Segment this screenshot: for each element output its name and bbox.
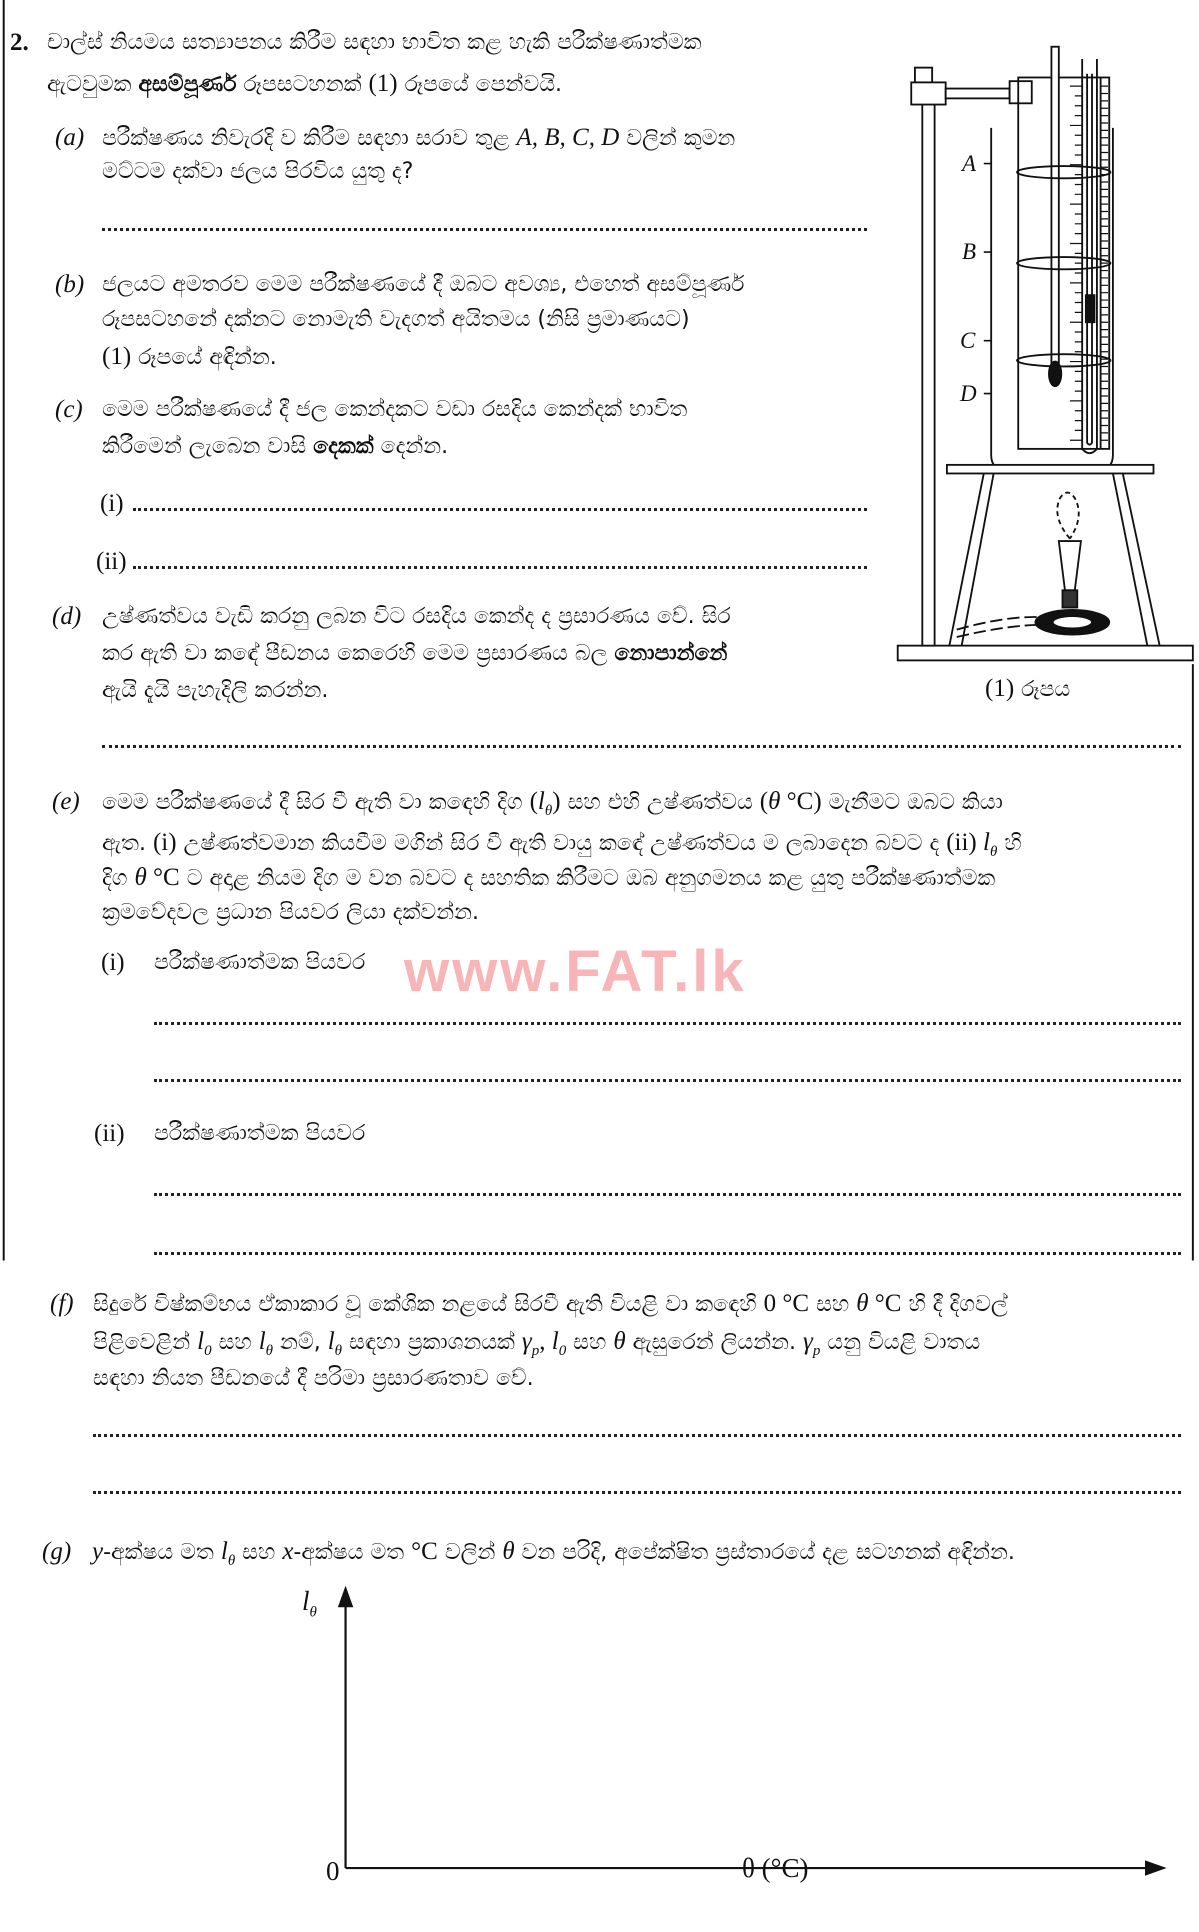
mercury-index (1086, 295, 1095, 322)
tripod-leg-right (1113, 473, 1160, 645)
part-g-label: (g) (42, 1538, 72, 1565)
text-segment: ට අදාළ නියම දිග ම වන බවට ද සහතික කිරීමට ඔබ අනුගමනය කළ යුතු පරීක්ෂණාත්මක (179, 866, 996, 891)
numeric-text: °C (411, 1538, 438, 1565)
caption-text: රූපය (1021, 677, 1071, 702)
math-symbol: $l_\theta$ (983, 829, 998, 860)
text-segment: උෂ්ණත්වය වැඩි කරනු ලබන විට රසදිය කෙන්ද ද ප්‍රසාරණය වේ. සිර (102, 604, 731, 629)
y-axis-label-symbol: l (302, 1586, 310, 1616)
part-f-text (93, 1364, 534, 1394)
math-symbol: $l_\theta$ (537, 788, 553, 819)
part-d-label: (d) (52, 603, 82, 630)
part-d-text (102, 639, 727, 669)
math-symbol: $l_0$ (197, 1328, 212, 1359)
bold-text: දෙකක් (313, 434, 374, 459)
math-symbol: θ (768, 788, 781, 815)
text-segment: මෙම පරීක්ෂණයේ දී ජල කෙන්දකට වඩා රසදිය කෙන්දක් භාවිත (102, 397, 688, 422)
math-subscript: θ (334, 1343, 343, 1359)
clamp-holder (1010, 81, 1032, 103)
part-e-text (102, 898, 479, 928)
part-e-label: (e) (52, 788, 80, 815)
tripod-leg-left (949, 473, 993, 645)
step-ii-text: පරීක්ෂණාත්මක පියවර (154, 1121, 366, 1146)
text-segment: ඇටවුමක (47, 72, 139, 97)
math-subscript: p (812, 1343, 821, 1359)
text-segment: හි (997, 831, 1022, 856)
text-segment: වලින් (437, 1540, 503, 1565)
part-e-text (102, 828, 1022, 858)
answer-line-e-ii-2[interactable] (154, 1252, 1181, 1255)
text-segment: හි දී දිගවල් (901, 1292, 1008, 1317)
math-symbol: A, B, C, D (516, 124, 620, 151)
bunsen-burner (1059, 541, 1081, 590)
math-symbol: θ (856, 1290, 869, 1317)
text-segment: රූපයේ පෙන්වයි. (397, 72, 563, 97)
y-axis-label-sub: θ (309, 1604, 317, 1621)
text-segment: රූපසටහනක් (236, 72, 369, 97)
inner-cylinder (1018, 77, 1109, 448)
math-symbol: $l_\theta$ (220, 1538, 236, 1569)
text-segment: වන පරිදි, අපේක්ෂිත ප්‍රස්තාරයේ දළ සටහනක් අඳින්න. (514, 1540, 1015, 1565)
numeric-text: 0 °C (763, 1290, 810, 1317)
numeric-text: ) (552, 788, 561, 815)
text-segment: ඇසුරෙන් ලියන්න. (625, 1330, 803, 1355)
bold-text: අසම්පූර්ණ (138, 72, 237, 97)
bold-text: නොපාන්නේ (614, 641, 728, 666)
text-segment: චාල්ස් නියමය සත්‍යාපනය කිරීම සඳහා භාවිත කළ හැකි පරීක්ෂණාත්මක (47, 30, 702, 55)
flame-icon (1057, 493, 1078, 539)
math-subscript: θ (265, 1343, 274, 1359)
clamp-arm (946, 89, 1010, 99)
answer-line-f-2[interactable] (93, 1491, 1181, 1494)
text-segment: සහ (211, 1330, 259, 1355)
answer-line-e-i-1[interactable] (154, 1022, 1181, 1025)
part-b-text (102, 342, 277, 372)
thermometer-bulb (1049, 362, 1061, 387)
apparatus-figure (898, 47, 1193, 661)
x-axis-label: θ (°C) (742, 1853, 809, 1883)
part-a-text (102, 157, 413, 187)
level-label-b: B (962, 239, 977, 264)
text-segment: ජලයට අමතරව මෙම පරීක්ෂණයේ දී ඔබට අවශ්‍ය, එහෙත් අසම්පූර්ණ (102, 272, 745, 297)
text-segment: සහ (235, 1540, 283, 1565)
text-segment: රූපසටහනේ දක්නට නොමැති වැදගත් අයිතමය (නිසි ප්‍රමාණයට) (102, 307, 690, 332)
part-a-text (102, 123, 735, 153)
text-segment: පරීක්ෂණය නිවැරදි ව කිරීම සඳහා සරාව තුළ (102, 126, 517, 151)
math-symbol: $l_\theta$ (327, 1328, 343, 1359)
gas-tube (957, 617, 1046, 637)
part-e-text (102, 787, 1003, 817)
part-g-text (92, 1537, 1015, 1567)
text-segment: සඳහා ප්‍රකාශනයක් (342, 1330, 522, 1355)
text-segment: දිග (102, 866, 135, 891)
text-segment: උෂ්ණත්වමාන කියවීම මගින් සිර වී ඇති වායු කඳේ උෂ්ණත්වය ම ලබාදෙන බවට ද (176, 831, 947, 856)
text-segment: නම්, (273, 1330, 328, 1355)
math-subscript: θ (989, 844, 998, 860)
text-segment: වලින් කුමන (619, 126, 736, 151)
text-segment: සඳහා නියත පීඩනයේ දී පරිමා ප්‍රසාරණතාව වේ. (93, 1366, 534, 1391)
numeric-text: ( (529, 788, 538, 815)
watermark: www.FAT.lk (404, 939, 747, 1004)
part-c-text (102, 432, 448, 462)
math-symbol: x (282, 1538, 294, 1565)
stand-base (898, 646, 1193, 661)
figure-caption (985, 674, 1070, 704)
math-symbol: $\gamma_p$ (521, 1328, 540, 1359)
numeric-text: (i) (152, 829, 177, 856)
thermometer (1051, 47, 1058, 379)
step-i-text: පරීක්ෂණාත්මක පියවර (154, 950, 366, 975)
math-subscript: θ (544, 803, 553, 819)
part-b-text (102, 305, 690, 335)
text-segment: රූපයේ අඳින්න. (131, 345, 277, 370)
numeric-text: °C (146, 864, 180, 891)
level-label-d: D (960, 381, 977, 406)
answer-line-c-ii[interactable] (133, 566, 867, 569)
answer-line-c-i[interactable] (133, 508, 867, 511)
math-symbol: $l_0$ (551, 1328, 567, 1359)
text-segment: දෙන්න. (373, 434, 449, 459)
y-axis-label (302, 1586, 317, 1621)
numeric-text: ( (759, 788, 769, 815)
x-axis-arrow (1146, 1862, 1163, 1874)
math-symbol: θ (613, 1328, 626, 1355)
math-symbol: y (92, 1538, 104, 1565)
part-d-text (102, 676, 328, 706)
level-label-c: C (960, 328, 976, 353)
text-segment: සහ එහි උෂ්ණත්වය (560, 790, 760, 815)
math-symbol: $l_\theta$ (258, 1328, 274, 1359)
text-segment: සිදුරේ විෂ්කම්භය ඒකාකාර වූ කේශික නළයේ සිරවී ඇති වියළි වා කඳෙහි (93, 1292, 764, 1317)
text-segment: මැනීමට ඔබට කියා (821, 790, 1003, 815)
numeric-text: , (539, 1328, 552, 1355)
answer-line-e-ii-1[interactable] (154, 1193, 1181, 1196)
text-segment: කිරීමෙන් ලැබෙන වාසි (102, 434, 314, 459)
stand-rod (922, 86, 934, 646)
text-segment: මට්ටම දක්වා ජලය පිරවිය යුතු ද? (102, 159, 414, 184)
step-i-label: (i) (101, 949, 125, 976)
level-label-a: A (962, 151, 977, 176)
text-segment: -අක්ෂය මත (293, 1540, 412, 1565)
question-text-line (47, 69, 562, 99)
step-ii-label: (ii) (94, 1120, 125, 1147)
math-subscript: p (531, 1343, 540, 1359)
part-c-text (102, 395, 687, 425)
numeric-text: °C) (780, 788, 822, 815)
math-subscript: 0 (558, 1343, 567, 1359)
graph-axes (339, 1589, 1163, 1874)
math-symbol: $\gamma_p$ (802, 1328, 821, 1359)
clamp-boss (915, 68, 932, 83)
part-c-sub-label-i: (i) (100, 490, 124, 517)
math-symbol: θ (134, 864, 147, 891)
text-segment: මෙම පරීක්ෂණයේ දී සිර වී ඇති වා කඳෙහි දිග (102, 790, 530, 815)
text-segment: සහ (566, 1330, 614, 1355)
question-number: 2. (10, 29, 29, 56)
numeric-text: (1) (102, 343, 132, 370)
question-text-line (47, 28, 702, 58)
text-segment: -අක්ෂය මත (103, 1540, 221, 1565)
numeric-text: °C (868, 1290, 902, 1317)
text-segment: කර ඇති වා කඳේ පීඩනය කෙරෙහි මෙම ප්‍රසාරණය බල (102, 641, 615, 666)
answer-line-e-i-2[interactable] (154, 1079, 1181, 1082)
part-c-sub-label-ii: (ii) (96, 548, 127, 575)
part-d-text (102, 602, 731, 632)
scale-ticks (1070, 86, 1108, 440)
y-axis-arrow (339, 1589, 351, 1606)
math-subscript: 0 (204, 1343, 212, 1359)
math-symbol: θ (502, 1538, 515, 1565)
caption-number: (1) (985, 675, 1015, 702)
text-segment: සහ (809, 1292, 857, 1317)
capillary-tube (1082, 59, 1097, 453)
numeric-text: (ii) (946, 829, 984, 856)
numeric-text: (1) (368, 70, 398, 97)
answer-line-a[interactable] (102, 228, 867, 231)
part-f-text (93, 1327, 980, 1357)
text-segment: යනු වියළි වාතය (820, 1330, 981, 1355)
part-a-label: (a) (55, 124, 85, 151)
answer-line-d[interactable] (102, 745, 1181, 748)
origin-label: 0 (326, 1856, 340, 1886)
part-b-text (102, 270, 744, 300)
text-segment: ක්‍රමවේදවල ප්‍රධාන පියවර ලියා දක්වන්න. (102, 900, 479, 925)
answer-line-f-1[interactable] (93, 1434, 1181, 1437)
part-f-label: (f) (50, 1290, 74, 1317)
math-subscript: θ (227, 1553, 236, 1569)
text-segment: පිළිවෙළින් (93, 1330, 198, 1355)
part-f-text (93, 1289, 1008, 1319)
clamp (911, 82, 945, 104)
part-e-text (102, 863, 995, 893)
text-segment: ඇයි දැයි පැහැදිලි කරන්න. (102, 678, 329, 703)
part-c-label: (c) (55, 396, 83, 423)
part-b-label: (b) (55, 271, 85, 298)
text-segment: ඇත. (102, 831, 153, 856)
tripod-top (947, 465, 1154, 474)
